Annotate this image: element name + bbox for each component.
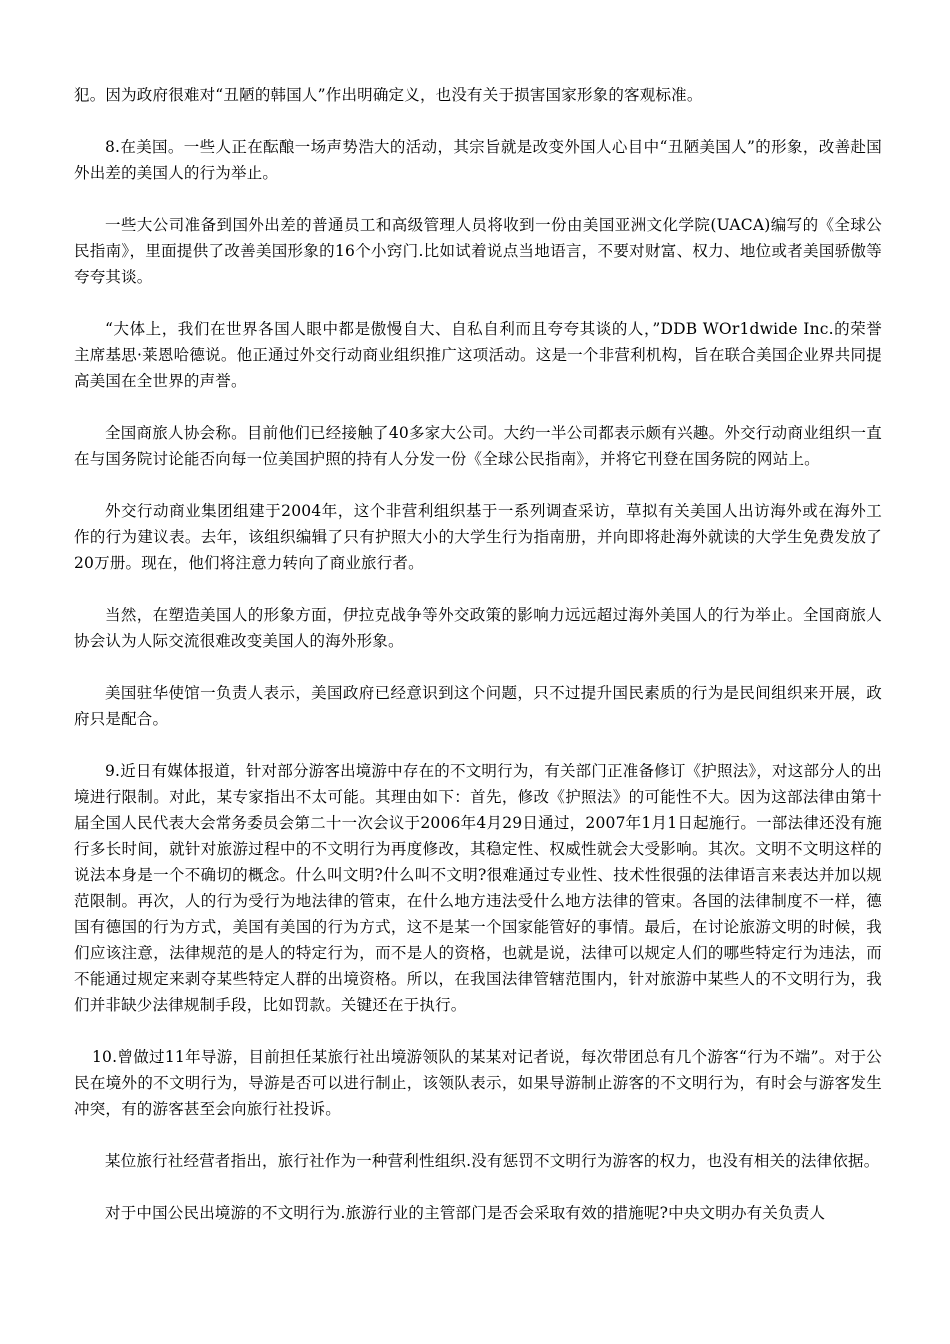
paragraph-7: 当然，在塑造美国人的形象方面，伊拉克战争等外交政策的影响力远远超过海外美国人的行为举止。全国商旅人协会认为人际交流很难改变美国人的海外形象。 (74, 606, 882, 650)
paragraph-1: 犯。因为政府很难对“丑陋的韩国人”作出明确定义，也没有关于损害国家形象的客观标准。 (74, 86, 703, 104)
document-page (74, 82, 882, 1252)
paragraph-9: 9.近日有媒体报道，针对部分游客出境游中存在的不文明行为，有关部门正准备修订《护照法》，对这部分人的出境进行限制。对此，某专家指出不太可能。其理由如下：首先，修改《护照法》的可能性不大。因为这部法律由第十届全国人民代表大会常务委员会第二十一次会议于2006年4月29日通过，2007年1月1日起施行。一部法律还没有施行多长时间，就针对旅游过程中的不文明行为再度修改，其稳定性、权威性就会大受影响。其次。文明不文明这样的说法本身是一个不确切的概念。什么叫文明?什么叫不文明?很难通过专业性、技术性很强的法律语言来表达并加以规范限制。再次，人的行为受行为地法律的管束，在什么地方违法受什么地方法律的管束。各国的法律制度不一样，德国有德国的行为方式，美国有美国的行为方式，这不是某一个国家能管好的事情。最后，在讨论旅游文明的时候，我们应该注意，法律规范的是人的特定行为，而不是人的资格，也就是说，法律可以规定人们的哪些特定行为违法，而不能通过规定来剥夺某些特定人群的出境资格。所以，在我国法律管辖范围内，针对旅游中某些人的不文明行为，我们并非缺少法律规制手段，比如罚款。关键还在于执行。 (74, 762, 882, 1014)
paragraph-8: 美国驻华使馆一负责人表示，美国政府已经意识到这个问题，只不过提升国民素质的行为是民间组织来开展，政府只是配合。 (74, 684, 882, 728)
paragraph-6: 外交行动商业集团组建于2004年，这个非营利组织基于一系列调查采访，草拟有关美国人出访海外或在海外工作的行为建议表。去年，该组织编辑了只有护照大小的大学生行为指南册，并向即将赴海外就读的大学生免费发放了20万册。现在，他们将注意力转向了商业旅行者。 (74, 502, 882, 572)
paragraph-4: “大体上，我们在世界各国人眼中都是傲慢自大、自私自利而且夸夸其谈的人，”DDB WOr1dwide Inc.的荣誉主席基思·莱恩哈德说。他正通过外交行动商业组织推广这项活动。这是一个非营利机构，旨在联合美国企业界共同提高美国在全世界的声誉。 (74, 320, 882, 390)
paragraph-5: 全国商旅人协会称。目前他们已经接触了40多家大公司。大约一半公司都表示颇有兴趣。外交行动商业组织一直在与国务院讨论能否向每一位美国护照的持有人分发一份《全球公民指南》，并将它刊登在国务院的网站上。 (74, 424, 882, 468)
paragraph-3: 一些大公司准备到国外出差的普通员工和高级管理人员将收到一份由美国亚洲文化学院(UACA)编写的《全球公民指南》，里面提供了改善美国形象的16个小窍门.比如试着说点当地语言，不要对财富、权力、地位或者美国骄傲等夸夸其谈。 (74, 216, 882, 286)
paragraph-2: 8.在美国。一些人正在酝酿一场声势浩大的活动，其宗旨就是改变外国人心目中“丑陋美国人”的形象，改善赴国外出差的美国人的行为举止。 (74, 138, 882, 182)
paragraph-12: 对于中国公民出境游的不文明行为.旅游行业的主管部门是否会采取有效的措施呢?中央文明办有关负责人 (105, 1204, 826, 1222)
paragraph-10: 10.曾做过11年导游，目前担任某旅行社出境游领队的某某对记者说，每次带团总有几个游客“行为不端”。对于公民在境外的不文明行为，导游是否可以进行制止，该领队表示，如果导游制止游客的不文明行为，有时会与游客发生冲突，有的游客甚至会向旅行社投诉。 (74, 1048, 882, 1118)
paragraph-11: 某位旅行社经营者指出，旅行社作为一种营利性组织.没有惩罚不文明行为游客的权力，也没有相关的法律依据。 (105, 1152, 880, 1170)
